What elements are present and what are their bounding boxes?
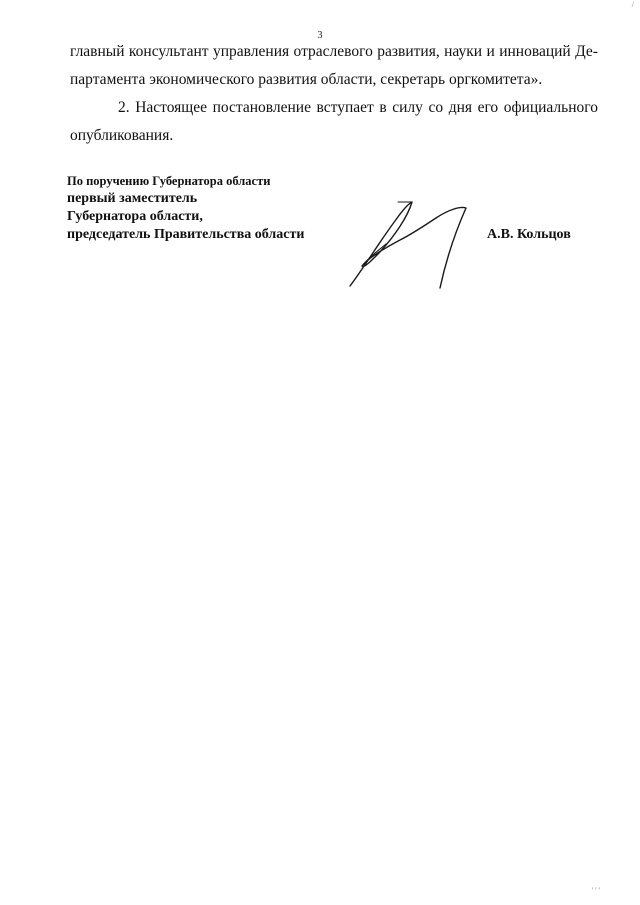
word: инноваций — [499, 43, 571, 60]
on-behalf-label: По поручению Губернатора области — [67, 174, 271, 188]
bottom-right-mark: ' ' ' — [591, 886, 600, 895]
paragraph-2-line-1 — [70, 94, 598, 122]
word: силу — [392, 99, 423, 116]
word: в — [379, 99, 387, 116]
position-line-1: первый заместитель — [67, 191, 198, 206]
word: и — [486, 43, 495, 60]
word: науки — [444, 43, 483, 60]
page-number: 3 — [317, 30, 323, 41]
signature-block — [67, 172, 304, 244]
position-line-3: председатель Правительства области — [67, 227, 305, 242]
paragraph-1-line-2: партамента экономического развития области, секретарь оргкомитета». — [70, 71, 543, 88]
paragraph-2-line-2: опубликования. — [70, 127, 174, 144]
word: главный — [70, 43, 125, 60]
signer-name: А.В. Кольцов — [487, 227, 571, 242]
word: со — [428, 99, 444, 116]
list-number: 2. — [118, 99, 130, 116]
word: дня — [448, 99, 472, 116]
word: постановление — [212, 99, 311, 116]
handwritten-signature — [340, 196, 480, 292]
word: консультант — [128, 43, 209, 60]
word: Де- — [575, 43, 598, 60]
word: управления — [213, 43, 290, 60]
word: Настоящее — [135, 99, 207, 116]
paragraph-2 — [70, 94, 598, 150]
word: развития, — [377, 43, 440, 60]
position-line-2: Губернатора области, — [67, 209, 203, 224]
word: отраслевого — [293, 43, 373, 60]
paragraph-1-line-1 — [70, 38, 598, 66]
top-right-mark: / — [631, 0, 634, 9]
paragraph-1 — [70, 38, 598, 94]
word: его — [477, 99, 499, 116]
word: официального — [503, 99, 598, 116]
word: вступает — [316, 99, 374, 116]
